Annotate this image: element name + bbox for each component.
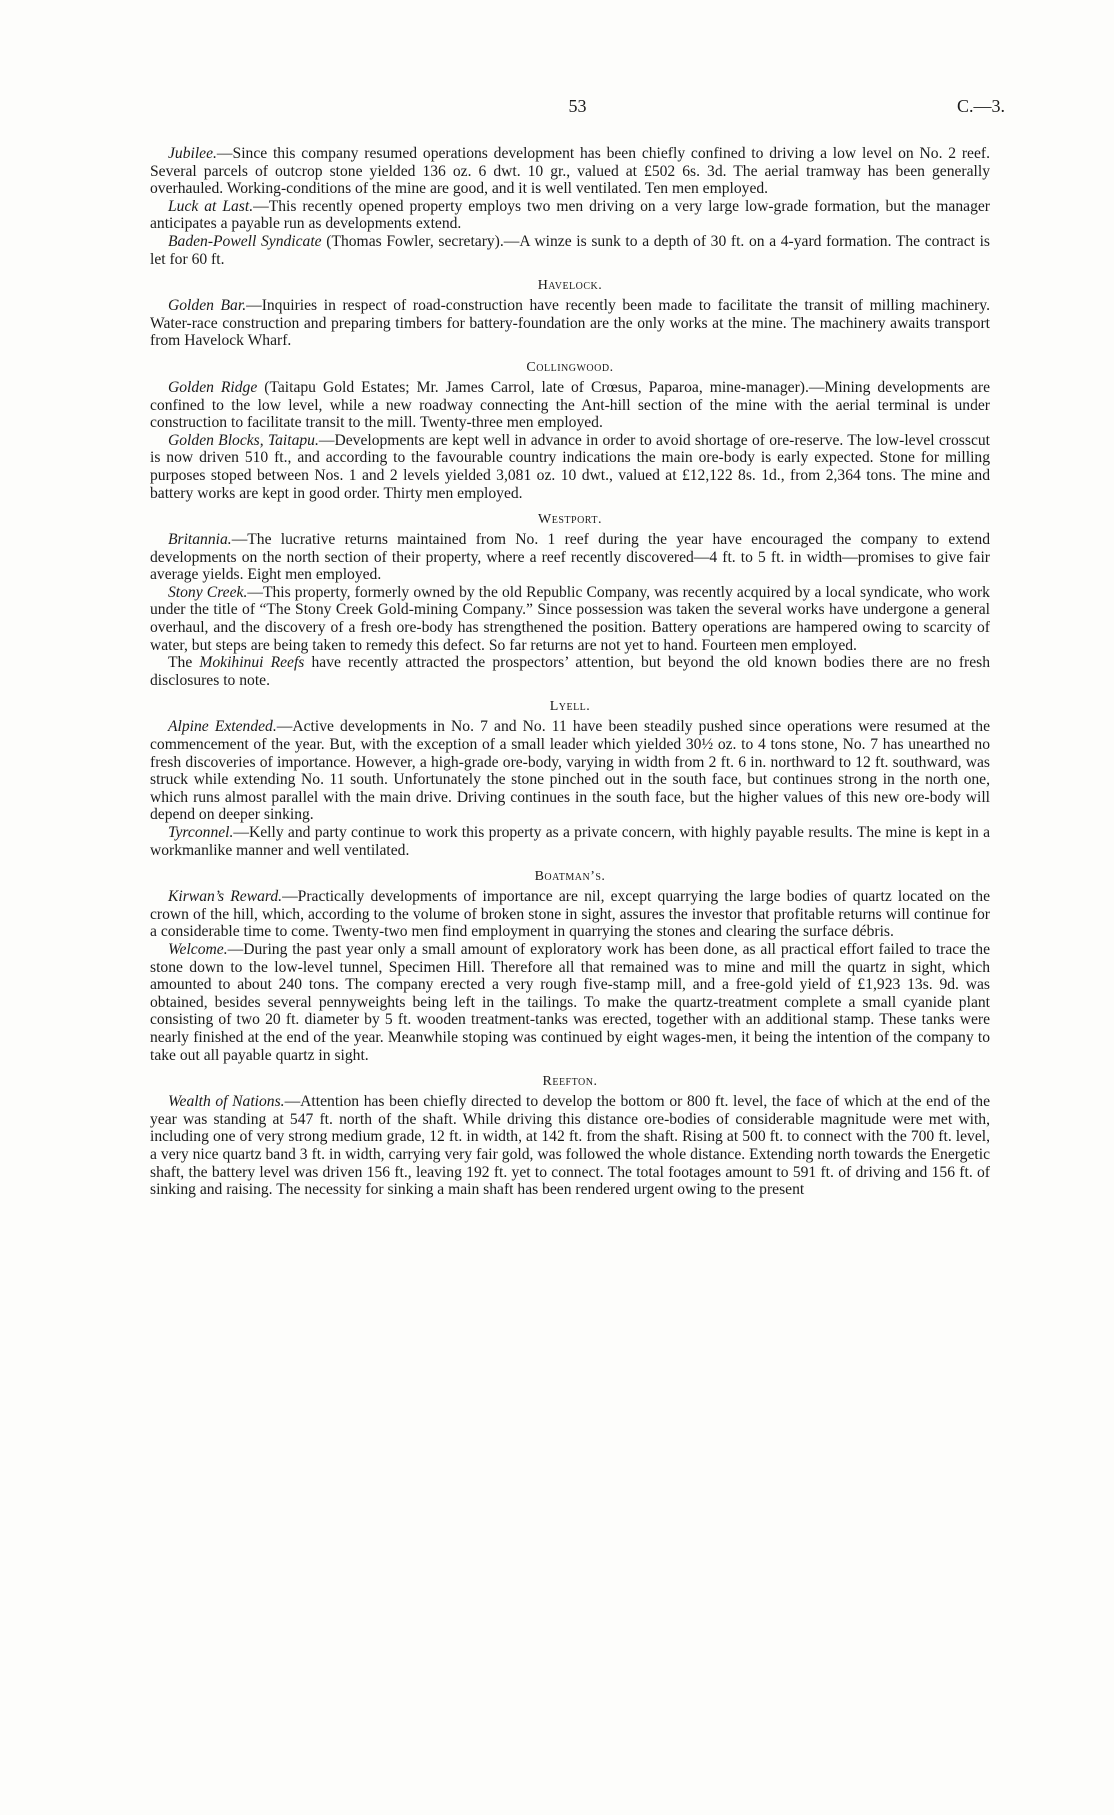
paragraph-text: —Attention has been chiefly directed to develop the bottom or 800 ft. level, the face of which at the end of the year was standing at 547 ft. north of the shaft. While driving this distance ore-bodies of considerable magnitude were met with, including one of very strong medium grade, 12 ft. in width, at 142 ft. from the shaft. Rising at 500 ft. to connect with the 700 ft. level, a very nice quartz band 3 ft. in width, carrying very fair gold, was followed the whole distance. Extending north towards the Energetic shaft, the battery level was driven 156 ft., leaving 192 ft. yet to connect. The total footages amount to 591 ft. of driving and 156 ft. of sinking and raising. The necessity for sinking a main shaft has been rendered urgent owing to the present (150, 1093, 990, 1199)
paragraph-lead: Wealth of Nations. (168, 1093, 285, 1111)
section-heading-collingwood: Collingwood. (526, 359, 614, 375)
document-body (150, 145, 990, 1199)
page-number: 53 (568, 96, 587, 116)
document-reference: C.—3. (956, 96, 1005, 116)
paragraph-jubilee (150, 145, 990, 198)
paragraph-text: —Active developments in No. 7 and No. 11 have been steadily pushed since operations were resumed at the commencement of the year. But, with the exception of a small leader which yielded 30½ oz. to 4 tons stone, No. 7 has unearthed no fresh discoveries of importance. However, a high-grade ore-body, varying in width from 2 ft. 6 in. northward to 12 ft. southward, was struck while extending No. 11 south. Unfortunately the stone pinched out in the south face, but continues strong in the north one, which runs almost parallel with the main drive. Driving continues in the south face, but the higher values of this new ore-body will depend on deeper sinking. (150, 718, 991, 824)
paragraph-lead: Welcome. (168, 940, 228, 958)
paragraph-lead: Kirwan’s Reward. (168, 888, 283, 906)
paragraph-lead: Luck at Last. (168, 197, 254, 215)
paragraph-alpine-extended (150, 718, 990, 824)
paragraph-text: —This recently opened property employs two men driving on a very large low-grade formation, but the manager anticipates a payable run as developments extend. (150, 197, 990, 233)
paragraph-britannia (150, 531, 990, 584)
paragraph-text: —Practically developments of importance are nil, except quarrying the large bodies of quartz located on the crown of the hill, which, according to the volume of broken stone in sight, assures the investor that profitable returns will continue for a considerable time to come. Twenty-two men find employment in quarrying the stones and clearing the surface débris. (150, 888, 990, 941)
paragraph-baden-powell (150, 233, 990, 268)
paragraph-text: —Inquiries in respect of road-construction have recently been made to facilitate the transit of milling machinery. Water-race construction and preparing timbers for battery-foundation are the only works at the mine. The machinery awaits transport from Havelock Wharf. (150, 297, 990, 350)
paragraph-golden-blocks (150, 432, 990, 502)
paragraph-golden-ridge (150, 379, 990, 432)
paragraph-lead: Baden-Powell Syndicate (168, 232, 322, 250)
paragraph-tyrconnel (150, 824, 990, 859)
paragraph-lead: Golden Bar. (168, 297, 247, 315)
paragraph-prefix: The (168, 654, 200, 672)
paragraph-lead: Mokihinui Reefs (199, 654, 305, 672)
section-heading-boatmans: Boatman’s. (534, 869, 606, 885)
page-header (150, 96, 1005, 120)
paragraph-lead: Golden Blocks, Taitapu. (168, 431, 319, 449)
paragraph-lead: Alpine Extended. (168, 718, 277, 736)
paragraph-welcome (150, 941, 990, 1064)
paragraph-text: (Taitapu Gold Estates; Mr. James Carrol, late of Crœsus, Paparoa, mine-manager).—Mining developments are confined to the low level, while a new roadway connecting the Ant-hill section of the mine with the aerial terminal is under construction to facilitate transit to the mill. Twenty-three men employed. (150, 378, 990, 432)
paragraph-wealth-of-nations (150, 1093, 990, 1199)
paragraph-lead: Jubilee. (168, 145, 217, 162)
paragraph-text: —This property, formerly owned by the old Republic Company, was recently acquired by a local syndicate, who work under the title of “The Stony Creek Gold-mining Company.” Since possession was taken the several works have undergone a general overhaul, and the discovery of a fresh ore-body has strengthened the position. Battery operations are hampered owing to scarcity of water, but steps are being taken to remedy this defect. So far returns are not yet to hand. Fourteen men employed. (150, 583, 990, 654)
paragraph-text: have recently attracted the prospectors’ attention, but beyond the old known bodies there are no fresh disclosures to note. (150, 654, 990, 689)
section-heading-havelock: Havelock. (537, 278, 603, 294)
paragraph-lead: Tyrconnel. (168, 824, 234, 841)
paragraph-lead: Stony Creek. (168, 583, 248, 601)
paragraph-golden-bar (150, 297, 990, 350)
paragraph-text: —Developments are kept well in advance in order to avoid shortage of ore-reserve. The low-level crosscut is now driven 510 ft., and according to the favourable country indications the main ore-body is early expected. Stone for milling purposes stoped between Nos. 1 and 2 levels yielded 3,081 oz. 10 dwt., valued at £12,122 8s. 1d., from 2,364 tons. The mine and battery works are kept in good order. Thirty men employed. (150, 431, 990, 502)
paragraph-text: (Thomas Fowler, secretary).—A winze is sunk to a depth of 30 ft. on a 4-yard formation. The contract is let for 60 ft. (150, 232, 990, 268)
paragraph-luck-at-last (150, 198, 990, 233)
paragraph-text: —During the past year only a small amount of exploratory work has been done, as all practical effort failed to trace the stone down to the low-level tunnel, Specimen Hill. Therefore all that remained was to mine and mill the quartz in sight, which amounted to about 240 tons. The company erected a very rough five-stamp mill, and a free-gold yield of £1,923 13s. 9d. was obtained, besides several pennyweights being left in the tailings. To make the quartz-treatment complete a small cyanide plant consisting of two 20 ft. diameter by 5 ft. wooden treatment-tanks was erected, together with an additional stamp. These tanks were nearly finished at the end of the year. Meanwhile stoping was continued by eight wages-men, it being the intention of the company to take out all payable quartz in sight. (150, 940, 990, 1064)
paragraph-lead: Golden Ridge (168, 378, 258, 396)
section-heading-westport: Westport. (538, 512, 602, 528)
paragraph-text: —Since this company resumed operations development has been chiefly confined to driving a low level on No. 2 reef. Several parcels of outcrop stone yielded 136 oz. 6 dwt. 10 gr., valued at £502 6s. 3d. The aerial tramway has been generally overhauled. Working-conditions of the mine are good, and it is well ventilated. Ten men employed. (150, 145, 990, 198)
paragraph-lead: Britannia. (168, 531, 232, 549)
paragraph-stony-creek (150, 584, 990, 654)
section-heading-reefton: Reefton. (542, 1074, 598, 1090)
paragraph-text: —Kelly and party continue to work this property as a private concern, with highly payable results. The mine is kept in a workmanlike manner and well ventilated. (150, 824, 990, 859)
paragraph-kirwans-reward (150, 888, 990, 941)
section-heading-lyell: Lyell. (549, 699, 591, 715)
paragraph-mokihinui-reefs (150, 654, 990, 689)
paragraph-text: —The lucrative returns maintained from No. 1 reef during the year have encouraged the company to extend developments on the north section of their property, where a reef recently discovered—4 ft. to 5 ft. in width—promises to give fair average yields. Eight men employed. (150, 531, 990, 584)
